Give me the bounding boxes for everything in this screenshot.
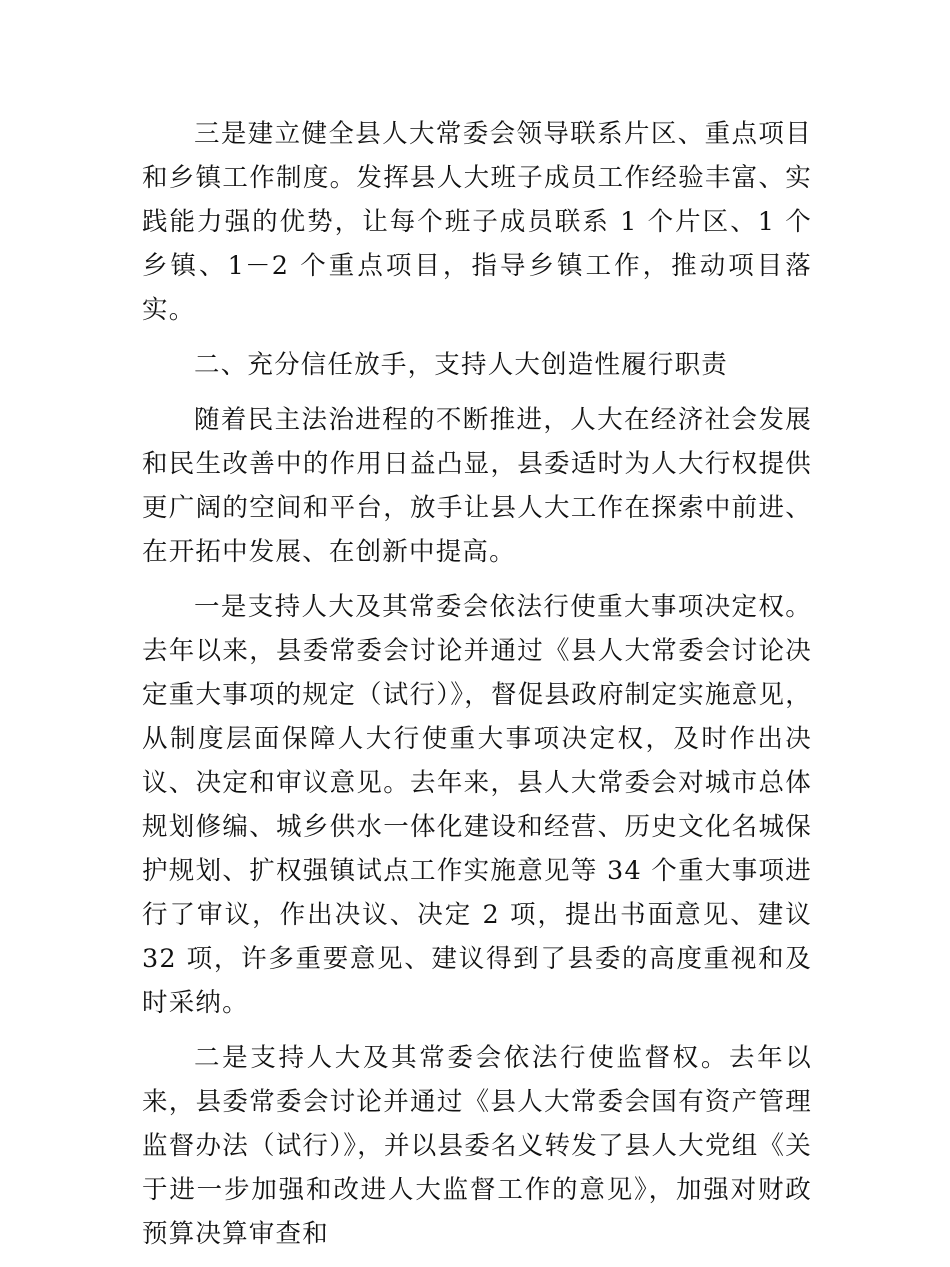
paragraph-supervision-power: 二是支持人大及其常委会依法行使监督权。去年以来，县委常委会讨论并通过《县人大常委会国有资产管理监督办法（试行）》，并以县委名义转发了县人大党组《关于进一步加强和改进人大监督工作的意见》，加强对财政预算决算审查和 [142,1043,812,1249]
paragraph-liaison-system: 三是建立健全县人大常委会领导联系片区、重点项目和乡镇工作制度。发挥县人大班子成员工作经验丰富、实践能力强的优势，让每个班子成员联系 1 个片区、1 个乡镇、1－2 个重点项目，指导乡镇工作，推动项目落实。 [142,119,812,325]
document-page [142,112,812,1267]
paragraph-democracy-progress: 随着民主法治进程的不断推进，人大在经济社会发展和民生改善中的作用日益凸显，县委适时为人大行权提供更广阔的空间和平台，放手让县人大工作在探索中前进、在开拓中发展、在创新中提高。 [142,405,812,567]
paragraph-decision-power: 一是支持人大及其常委会依法行使重大事项决定权。去年以来，县委常委会讨论并通过《县人大常委会讨论决定重大事项的规定（试行）》，督促县政府制定实施意见，从制度层面保障人大行使重大事项决定权，及时作出决议、决定和审议意见。去年来，县人大常委会对城市总体规划修编、城乡供水一体化建设和经营、历史文化名城保护规划、扩权强镇试点工作实施意见等 34 个重大事项进行了审议，作出决议、决定 2 项，提出书面意见、建议 32 项，许多重要意见、建议得到了县委的高度重视和及时采纳。 [142,592,812,1018]
section-heading-2: 二、充分信任放手，支持人大创造性履行职责 [194,350,729,380]
